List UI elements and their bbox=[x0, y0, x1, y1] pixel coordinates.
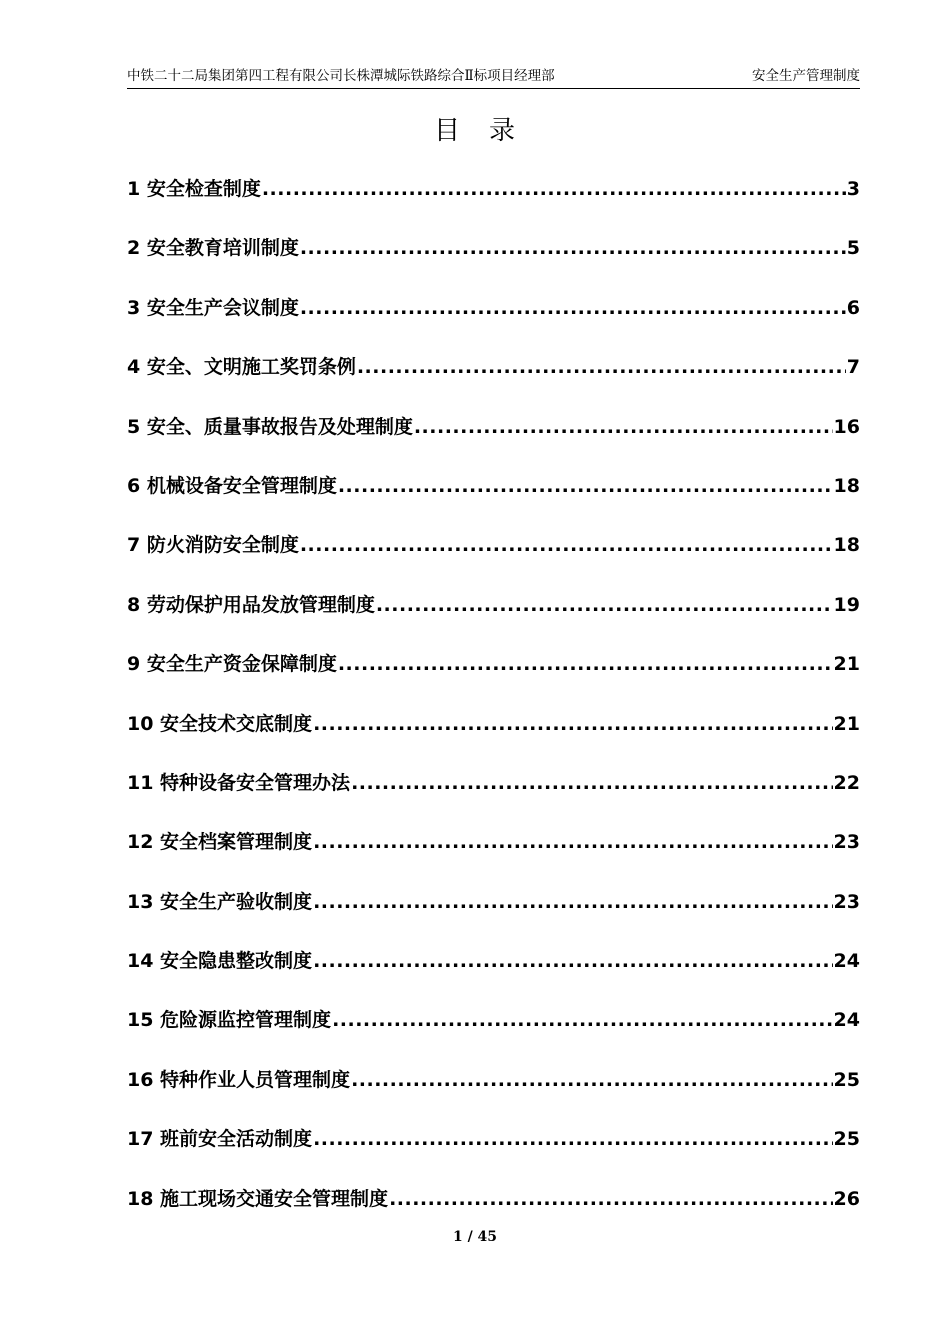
toc-entry-label: 16 特种作业人员管理制度 bbox=[127, 1068, 351, 1091]
page-number: 1 / 45 bbox=[452, 1229, 498, 1245]
toc-title bbox=[0, 113, 950, 149]
toc-dot-leader bbox=[332, 1003, 832, 1037]
toc-dot-leader bbox=[300, 291, 846, 325]
toc-entry-page: 24 bbox=[833, 950, 860, 973]
toc-entry-label: 11 特种设备安全管理办法 bbox=[127, 771, 351, 794]
toc-entry[interactable] bbox=[127, 885, 860, 944]
toc-entry[interactable] bbox=[127, 1003, 860, 1062]
toc-entry-label: 10 安全技术交底制度 bbox=[127, 712, 313, 735]
header-organization: 中铁二十二局集团第四工程有限公司长株潭城际铁路综合Ⅱ标项目经理部 bbox=[127, 68, 555, 84]
toc-dot-leader bbox=[313, 707, 832, 741]
toc-entry[interactable] bbox=[127, 1122, 860, 1181]
header-document-title: 安全生产管理制度 bbox=[752, 68, 860, 84]
toc-entry-label: 9 安全生产资金保障制度 bbox=[127, 653, 337, 676]
toc-entry-page: 7 bbox=[846, 356, 860, 379]
toc-entry[interactable] bbox=[127, 410, 860, 469]
page-header bbox=[127, 66, 860, 89]
toc-dot-leader bbox=[414, 410, 833, 444]
toc-entry[interactable] bbox=[127, 766, 860, 825]
toc-entry-page: 18 bbox=[833, 474, 860, 497]
toc-dot-leader bbox=[389, 1182, 832, 1216]
toc-dot-leader bbox=[351, 1063, 832, 1097]
toc-entry-page: 24 bbox=[833, 1009, 860, 1032]
toc-entry-page: 16 bbox=[833, 415, 860, 438]
toc-entry-page: 3 bbox=[846, 178, 860, 200]
toc-entry[interactable] bbox=[127, 528, 860, 587]
toc-entry-label: 6 机械设备安全管理制度 bbox=[127, 474, 337, 497]
toc-entry-page: 19 bbox=[833, 593, 860, 616]
toc-entry-page: 18 bbox=[833, 534, 860, 557]
toc-entry-page: 5 bbox=[846, 237, 860, 260]
toc-entry-page: 21 bbox=[833, 653, 860, 676]
toc-entry-label: 12 安全档案管理制度 bbox=[127, 831, 313, 854]
toc-entry-label: 3 安全生产会议制度 bbox=[127, 296, 299, 319]
toc-entry-page: 6 bbox=[846, 296, 860, 319]
toc-entry[interactable] bbox=[127, 1063, 860, 1122]
toc-dot-leader bbox=[351, 766, 832, 800]
toc-dot-leader bbox=[313, 825, 832, 859]
toc-entry[interactable] bbox=[127, 350, 860, 409]
toc-entry-page: 25 bbox=[833, 1068, 860, 1091]
toc-entry[interactable] bbox=[127, 825, 860, 884]
toc-entry[interactable] bbox=[127, 231, 860, 290]
toc-entry-page: 22 bbox=[833, 771, 860, 794]
toc-entry-label: 4 安全、文明施工奖罚条例 bbox=[127, 356, 356, 379]
toc-entry-label: 18 施工现场交通安全管理制度 bbox=[127, 1187, 389, 1210]
toc-entry-label: 14 安全隐患整改制度 bbox=[127, 950, 313, 973]
toc-entry-label: 13 安全生产验收制度 bbox=[127, 890, 313, 913]
toc-entry[interactable] bbox=[127, 944, 860, 1003]
toc-entry-page: 21 bbox=[833, 712, 860, 735]
toc-dot-leader bbox=[313, 1122, 832, 1156]
toc-entry[interactable] bbox=[127, 588, 860, 647]
toc-entry[interactable] bbox=[127, 707, 860, 766]
toc-entry-page: 23 bbox=[833, 890, 860, 913]
toc-dot-leader bbox=[313, 885, 832, 919]
toc-entry[interactable] bbox=[127, 172, 860, 231]
toc-dot-leader bbox=[313, 944, 832, 978]
toc-dot-leader bbox=[357, 350, 846, 384]
toc-entry-label: 17 班前安全活动制度 bbox=[127, 1128, 313, 1151]
toc-title-part2: 录 bbox=[489, 116, 517, 146]
toc-entry-label: 5 安全、质量事故报告及处理制度 bbox=[127, 415, 413, 438]
toc-entry-label: 8 劳动保护用品发放管理制度 bbox=[127, 593, 375, 616]
toc-dot-leader bbox=[300, 231, 846, 265]
toc-dot-leader bbox=[300, 528, 833, 562]
toc-entry-label: 2 安全教育培训制度 bbox=[127, 237, 299, 260]
toc-title-part1: 目 bbox=[433, 116, 461, 146]
toc-dot-leader bbox=[338, 647, 833, 681]
toc-entry-page: 26 bbox=[833, 1187, 860, 1210]
toc-dot-leader bbox=[262, 172, 846, 206]
table-of-contents bbox=[127, 172, 860, 1241]
toc-entry-page: 25 bbox=[833, 1128, 860, 1151]
toc-entry[interactable] bbox=[127, 291, 860, 350]
toc-entry-label: 7 防火消防安全制度 bbox=[127, 534, 299, 557]
toc-entry-label: 1 安全检查制度 bbox=[127, 178, 261, 200]
toc-entry-label: 15 危险源监控管理制度 bbox=[127, 1009, 332, 1032]
toc-entry-page: 23 bbox=[833, 831, 860, 854]
toc-dot-leader bbox=[338, 469, 833, 503]
toc-entry[interactable] bbox=[127, 469, 860, 528]
toc-dot-leader bbox=[376, 588, 833, 622]
toc-entry[interactable] bbox=[127, 647, 860, 706]
